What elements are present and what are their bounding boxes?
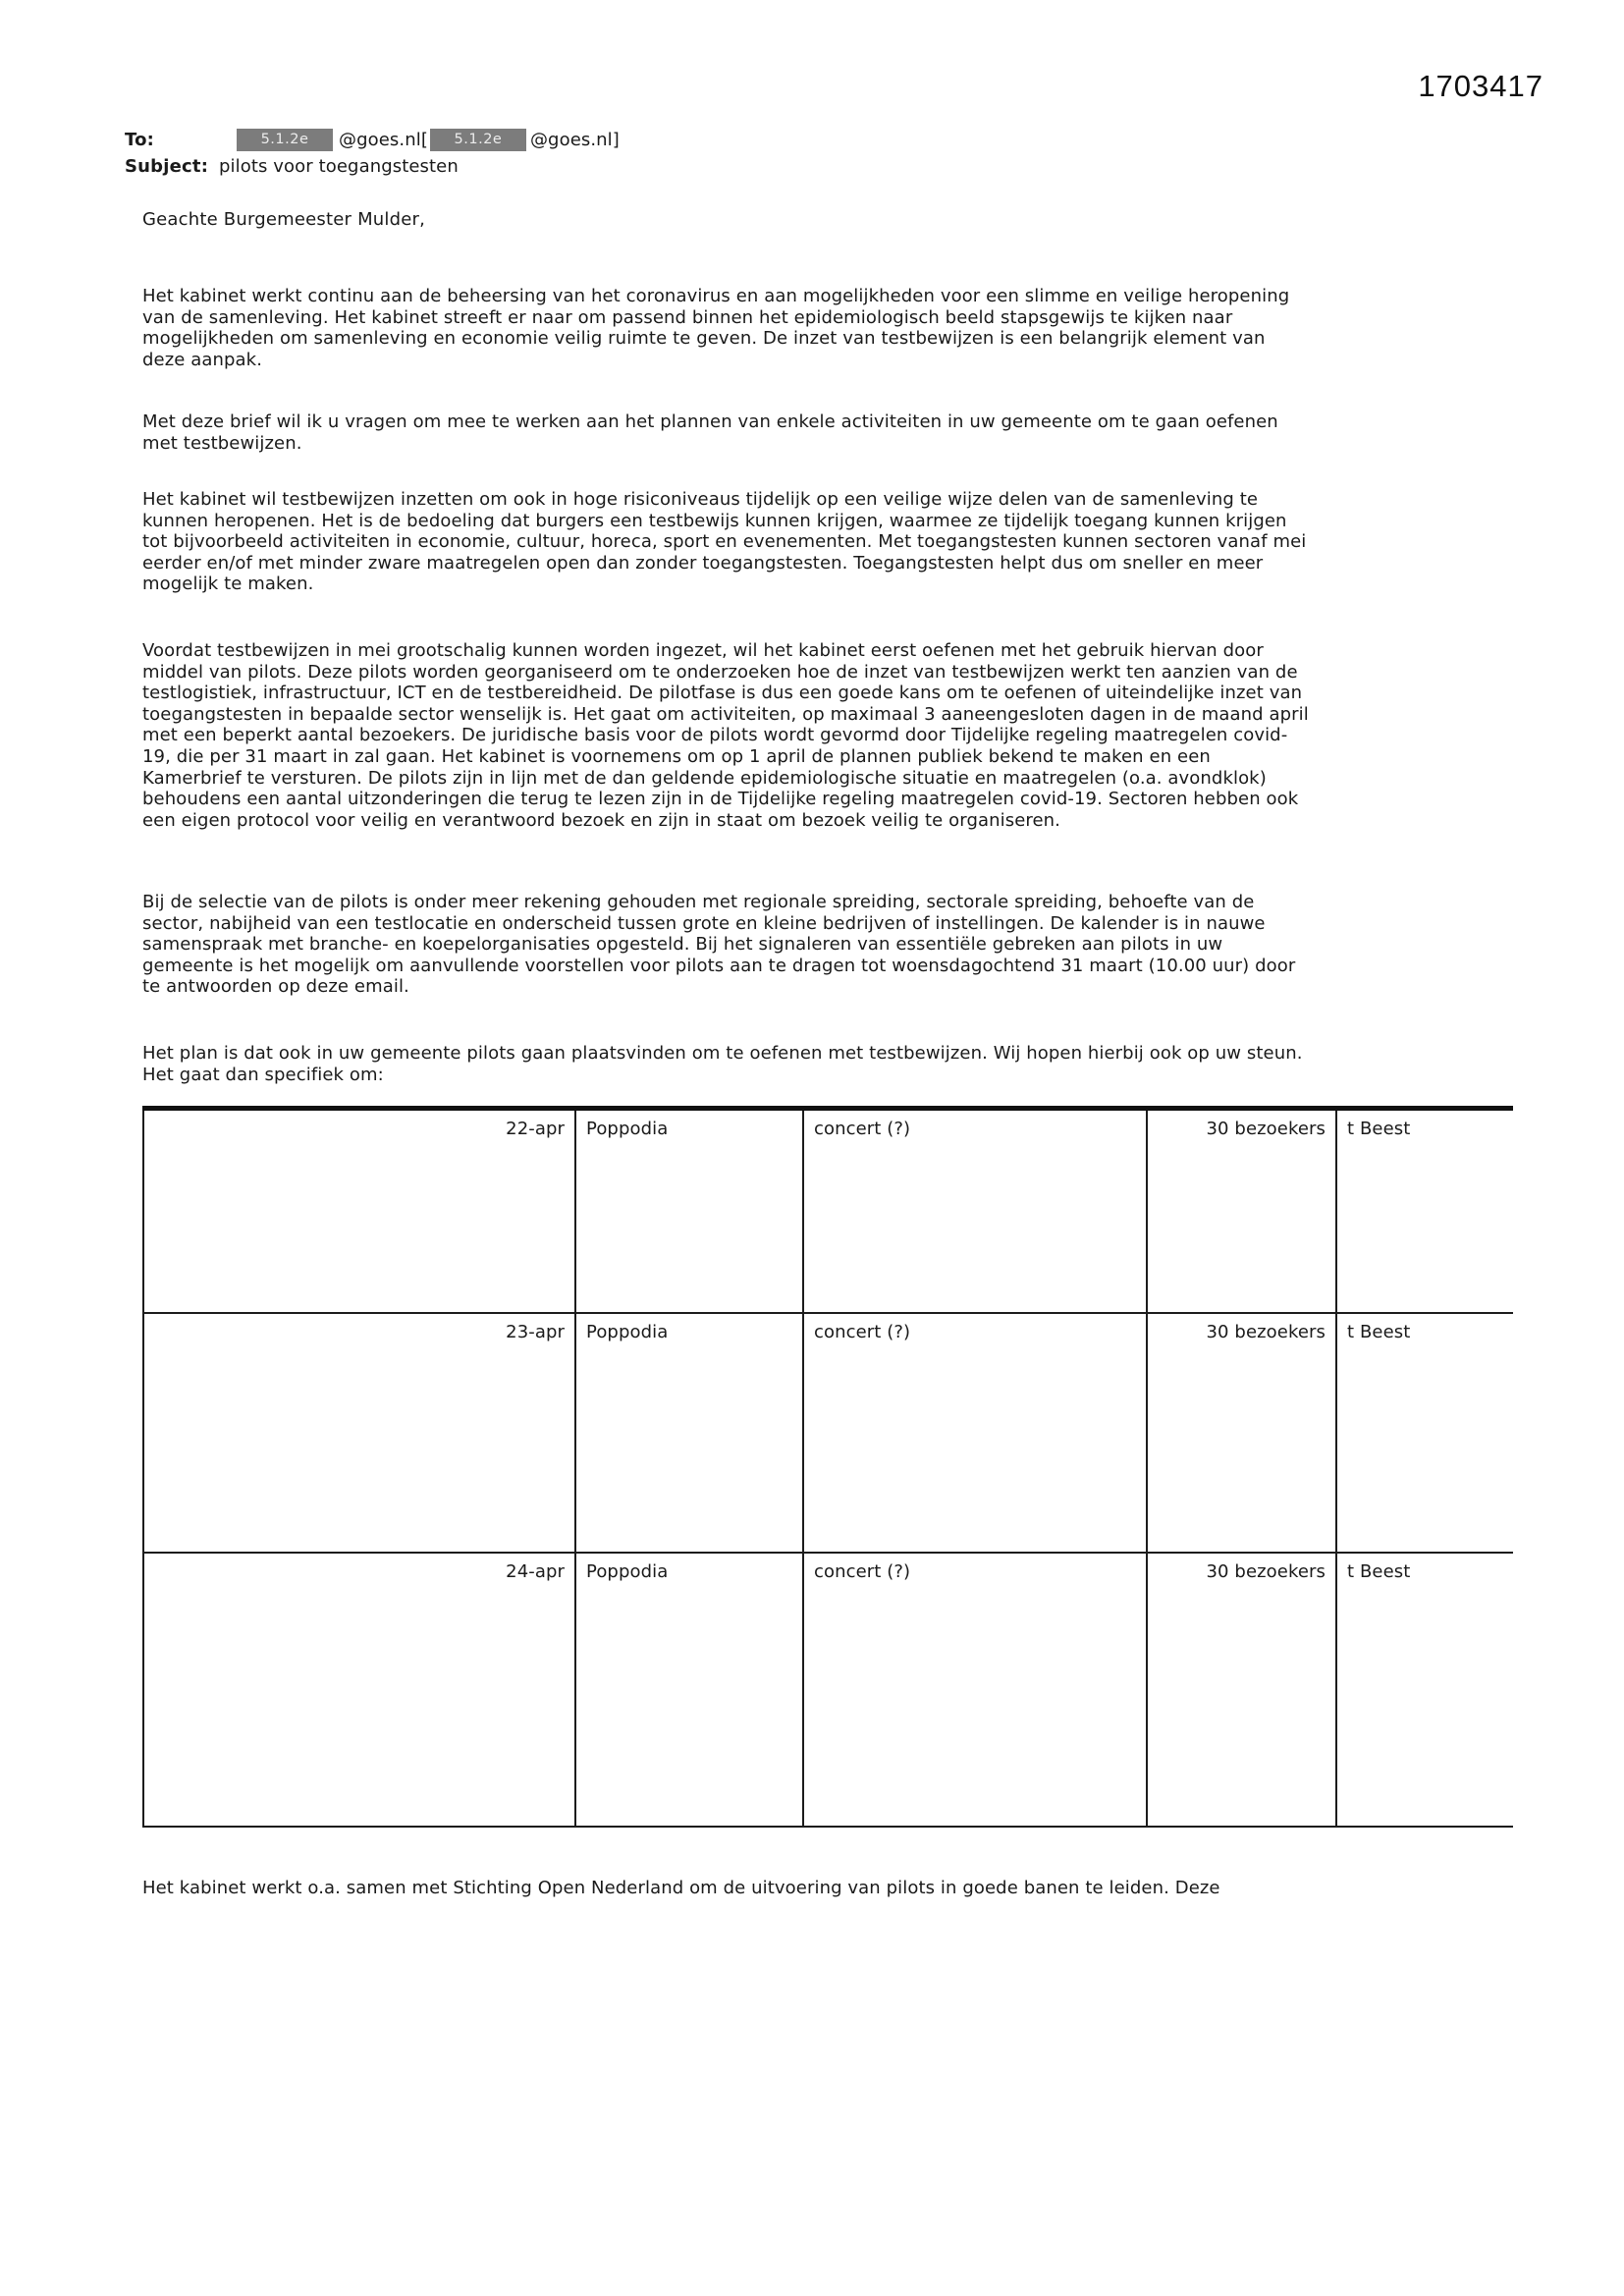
- text-line: gemeente is het mogelijk om aanvullende voorstellen voor pilots aan te dragen tot woensdagochtend 31 maart (10.00 uur) door: [142, 955, 1296, 976]
- text-line: 19, die per 31 maart in zal gaan. Het kabinet is voornemens om op 1 april de plannen publiek bekend te maken en een: [142, 745, 1211, 767]
- text-line: Voordat testbewijzen in mei grootschalig kunnen worden ingezet, wil het kabinet eerst oefenen met het gebruik hiervan door: [142, 640, 1264, 661]
- cell-venue: t Beest: [1336, 1553, 1513, 1827]
- document-number: 1703417: [1418, 69, 1543, 103]
- text-line: toegangstesten in bepaalde sector wenselijk is. Het gaat om activiteiten, op maximaal 3 aaneengesloten dagen in de maand april: [142, 703, 1309, 725]
- cell-date: 22-apr: [143, 1109, 575, 1313]
- text-line: kunnen heropenen. Het is de bedoeling dat burgers een testbewijs kunnen krijgen, waarmee ze tijdelijk toegang kunnen krijgen: [142, 510, 1287, 531]
- cell-date: 23-apr: [143, 1313, 575, 1553]
- to-value: [219, 129, 620, 151]
- cell-date: 24-apr: [143, 1553, 575, 1827]
- redaction-box: 5.1.2e: [237, 129, 333, 151]
- to-label: To:: [125, 130, 155, 150]
- paragraph: [142, 892, 1295, 998]
- text-line: Het kabinet werkt continu aan de beheersing van het coronavirus en aan mogelijkheden voor een slimme en veilige heropening: [142, 286, 1290, 306]
- cell-capacity: 30 bezoekers: [1147, 1553, 1336, 1827]
- cell-organization: Poppodia: [575, 1553, 803, 1827]
- text-line: samenspraak met branche- en koepelorganisaties opgesteld. Bij het signaleren van essentiële gebreken aan pilots in uw: [142, 934, 1223, 956]
- text-line: te antwoorden op deze email.: [142, 976, 409, 998]
- paragraph: [142, 286, 1289, 370]
- paragraph: [142, 489, 1306, 595]
- text-line: Het gaat dan specifiek om:: [142, 1064, 384, 1085]
- text-line: Kamerbrief te versturen. De pilots zijn in lijn met de dan geldende epidemiologische situatie en maatregelen (o.a. avondklok): [142, 767, 1267, 789]
- paragraph: [142, 1043, 1303, 1085]
- text-line: Het plan is dat ook in uw gemeente pilots gaan plaatsvinden om te oefenen met testbewijzen. Wij hopen hierbij ook op uw steun.: [142, 1043, 1303, 1064]
- cell-venue: t Beest: [1336, 1109, 1513, 1313]
- to-address-segment: @goes.nl[: [339, 130, 428, 150]
- text-line: mogelijk te maken.: [142, 574, 314, 595]
- cell-capacity: 30 bezoekers: [1147, 1109, 1336, 1313]
- text-line: Het kabinet wil testbewijzen inzetten om ook in hoge risiconiveaus tijdelijk op een veilige wijze delen van de samenleving te: [142, 489, 1259, 510]
- pilot-row: [143, 1109, 1513, 1313]
- cell-venue: t Beest: [1336, 1313, 1513, 1553]
- paragraph: [142, 411, 1278, 454]
- text-line: van de samenleving. Het kabinet streeft er naar om passend binnen het epidemiologisch beeld stapsgewijs te kijken naar: [142, 306, 1233, 328]
- text-line: met een beperkt aantal bezoekers. De juridische basis voor de pilots wordt gevormd door Tijdelijke regeling maatregelen covid-: [142, 725, 1288, 746]
- text-line: mogelijkheden om samenleving en economie veilig ruimte te geven. De inzet van testbewijzen is een belangrijk element van: [142, 328, 1266, 350]
- salutation: Geachte Burgemeester Mulder,: [142, 209, 426, 230]
- text-line: tot bijvoorbeeld activiteiten in economie, cultuur, horeca, sport en evenementen. Met toegangstesten kunnen sectoren vanaf mei: [142, 531, 1307, 553]
- paragraph: [142, 640, 1309, 831]
- text-line: met testbewijzen.: [142, 432, 302, 454]
- cell-activity: concert (?): [803, 1553, 1147, 1827]
- subject-row: [125, 153, 620, 180]
- cell-organization: Poppodia: [575, 1109, 803, 1313]
- text-line: een eigen protocol voor veilig en verantwoord bezoek en zijn in staat om bezoek veilig te organiseren.: [142, 809, 1060, 831]
- pilot-row: [143, 1313, 1513, 1553]
- to-address-segment: @goes.nl]: [529, 130, 620, 150]
- text-line: sector, nabijheid van een testlocatie en onderscheid tussen grote en kleine bedrijven of instellingen. De kalender is in nauwe: [142, 912, 1266, 934]
- text-line: behoudens een aantal uitzonderingen die terug te lezen zijn in de Tijdelijke regeling maatregelen covid-19. Sectoren hebben ook: [142, 789, 1299, 810]
- cell-activity: concert (?): [803, 1313, 1147, 1553]
- redaction-box: 5.1.2e: [430, 129, 526, 151]
- text-line: Het kabinet werkt o.a. samen met Stichting Open Nederland om de uitvoering van pilots in goede banen te leiden. Deze: [142, 1878, 1220, 1898]
- subject-value: pilots voor toegangstesten: [219, 156, 459, 177]
- text-line: testlogistiek, infrastructuur, ICT en de testbereidheid. De pilotfase is dus een goede kans om te oefenen of uiteindelijke inzet van: [142, 683, 1303, 704]
- cell-organization: Poppodia: [575, 1313, 803, 1553]
- text-line: deze aanpak.: [142, 349, 263, 370]
- cell-activity: concert (?): [803, 1109, 1147, 1313]
- closing-paragraph: [142, 1878, 1220, 1899]
- pilots-table-body: [143, 1109, 1513, 1827]
- text-line: middel van pilots. Deze pilots worden georganiseerd om te onderzoeken hoe de inzet van testbewijzen werkt ten aanzien van de: [142, 661, 1298, 683]
- text-line: Met deze brief wil ik u vragen om mee te werken aan het plannen van enkele activiteiten in uw gemeente om te gaan oefenen: [142, 411, 1278, 432]
- pilots-table: [142, 1106, 1513, 1828]
- subject-label: Subject:: [125, 156, 209, 177]
- cell-capacity: 30 bezoekers: [1147, 1313, 1336, 1553]
- to-row: [125, 127, 620, 153]
- text-line: Bij de selectie van de pilots is onder meer rekening gehouden met regionale spreiding, sectorale spreiding, behoefte van de: [142, 892, 1255, 912]
- pilot-row: [143, 1553, 1513, 1827]
- text-line: eerder en/of met minder zware maatregelen open dan zonder toegangstesten. Toegangstesten helpt dus om sneller en meer: [142, 552, 1264, 574]
- email-header: [125, 127, 620, 180]
